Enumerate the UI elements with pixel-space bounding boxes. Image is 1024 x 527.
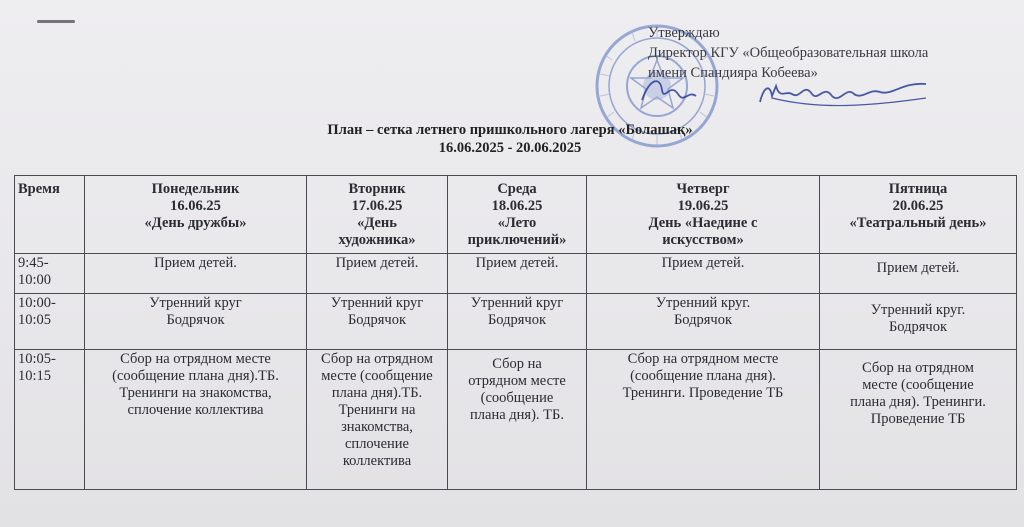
day-theme: приключений» (467, 232, 567, 248)
day-name: Четверг (676, 181, 730, 197)
activity-line: плана дня). Тренинги. (850, 394, 986, 410)
time-start: 10:00- (18, 295, 56, 311)
activity-cell (587, 254, 820, 294)
activity-line: Тренинги. Проведение ТБ (622, 385, 784, 401)
activity-line: Прием детей. (154, 255, 237, 271)
activity-line: месте (сообщение (862, 377, 974, 393)
activity-line: Сбор на отрядном месте (120, 351, 271, 367)
day-name: Понедельник (151, 181, 240, 197)
activity-cell (820, 294, 1017, 350)
title-line: План – сетка летнего пришкольного лагеря «Болашақ» (327, 122, 693, 138)
activity-line: Бодрячок (888, 319, 948, 335)
day-header-friday (820, 176, 1017, 254)
activity-cell (307, 294, 448, 350)
activity-line: Сбор на отрядном (862, 360, 974, 376)
table-row (15, 294, 1017, 350)
activity-line: сплочение коллектива (127, 402, 264, 418)
activity-cell (448, 254, 587, 294)
activity-cell (820, 350, 1017, 490)
activity-cell (85, 254, 307, 294)
approval-position: Директор КГУ «Общеобразовательная школа (648, 45, 929, 61)
activity-line: Сбор на отрядном месте (627, 351, 779, 367)
day-theme: искусством» (662, 232, 744, 248)
activity-line: Прием детей. (335, 255, 419, 271)
activity-line: Прием детей. (876, 260, 960, 276)
activity-line: Тренинги на знакомства, (119, 385, 272, 401)
activity-line: Утренний круг (330, 295, 424, 311)
activity-line: Утренний круг (470, 295, 564, 311)
activity-line: Сбор на отрядном (321, 351, 433, 367)
day-header-monday (85, 176, 307, 254)
activity-line: Утренний круг (149, 295, 242, 311)
day-theme: «День (357, 215, 397, 231)
day-name: Вторник (348, 181, 406, 197)
activity-line: (сообщение плана дня).ТБ. (112, 368, 279, 384)
day-header-thursday (587, 176, 820, 254)
activity-line: Бодрячок (487, 312, 547, 328)
table-row (15, 350, 1017, 490)
title-dates: 16.06.2025 - 20.06.2025 (438, 140, 582, 156)
day-name: Среда (497, 181, 537, 197)
time-end: 10:05 (18, 312, 52, 328)
activity-cell (587, 350, 820, 490)
activity-cell (307, 254, 448, 294)
activity-line: сплочение (345, 436, 409, 452)
time-end: 10:15 (18, 368, 52, 384)
activity-line: Утренний круг. (870, 302, 966, 318)
activity-line: Утренний круг. (655, 295, 751, 311)
day-date: 20.06.25 (892, 198, 944, 214)
time-cell (15, 350, 85, 490)
day-header-tuesday (307, 176, 448, 254)
table-header-row (15, 176, 1017, 254)
pen-mark (37, 20, 75, 23)
time-column-header: Время (15, 176, 85, 254)
activity-cell (307, 350, 448, 490)
activity-line: Бодрячок (347, 312, 407, 328)
activity-line: плана дня).ТБ. (331, 385, 423, 401)
time-cell (15, 294, 85, 350)
day-header-wednesday (448, 176, 587, 254)
day-date: 19.06.25 (677, 198, 729, 214)
schedule-table (14, 175, 1017, 490)
activity-line: Бодрячок (166, 312, 225, 328)
activity-cell (587, 294, 820, 350)
approval-school-name: имени Спандияра Кобеева» (648, 65, 818, 81)
activity-line: знакомства, (341, 419, 413, 435)
day-date: 17.06.25 (351, 198, 403, 214)
director-signature (640, 72, 930, 112)
activity-cell (820, 254, 1017, 294)
day-date: 18.06.25 (491, 198, 543, 214)
activity-line: Сбор на (492, 356, 542, 372)
day-name: Пятница (888, 181, 948, 197)
day-theme: День «Наедине с (648, 215, 758, 231)
day-theme: художника» (338, 232, 416, 248)
activity-line: Прием детей. (475, 255, 559, 271)
activity-line: (сообщение плана дня). (630, 368, 776, 384)
activity-cell (448, 294, 587, 350)
day-theme: «Лето (497, 215, 537, 231)
activity-line: отрядном месте (468, 373, 566, 389)
day-date: 16.06.25 (170, 198, 221, 214)
day-theme: «Театральный день» (849, 215, 987, 231)
activity-line: Прием детей. (661, 255, 745, 271)
activity-line: Проведение ТБ (870, 411, 966, 427)
activity-line: Тренинги на (338, 402, 416, 418)
time-start: 9:45- (18, 255, 49, 271)
activity-line: плана дня). ТБ. (470, 407, 564, 423)
document-title (170, 121, 850, 157)
time-start: 10:05- (18, 351, 56, 367)
time-cell (15, 254, 85, 294)
activity-line: месте (сообщение (321, 368, 433, 384)
table-row (15, 254, 1017, 294)
activity-line: Бодрячок (673, 312, 733, 328)
activity-line: коллектива (342, 453, 412, 469)
approval-heading: Утверждаю (648, 25, 720, 41)
activity-line: (сообщение (480, 390, 554, 406)
activity-cell (85, 350, 307, 490)
day-theme: «День дружбы» (144, 215, 247, 231)
time-end: 10:00 (18, 272, 52, 288)
activity-cell (85, 294, 307, 350)
activity-cell (448, 350, 587, 490)
